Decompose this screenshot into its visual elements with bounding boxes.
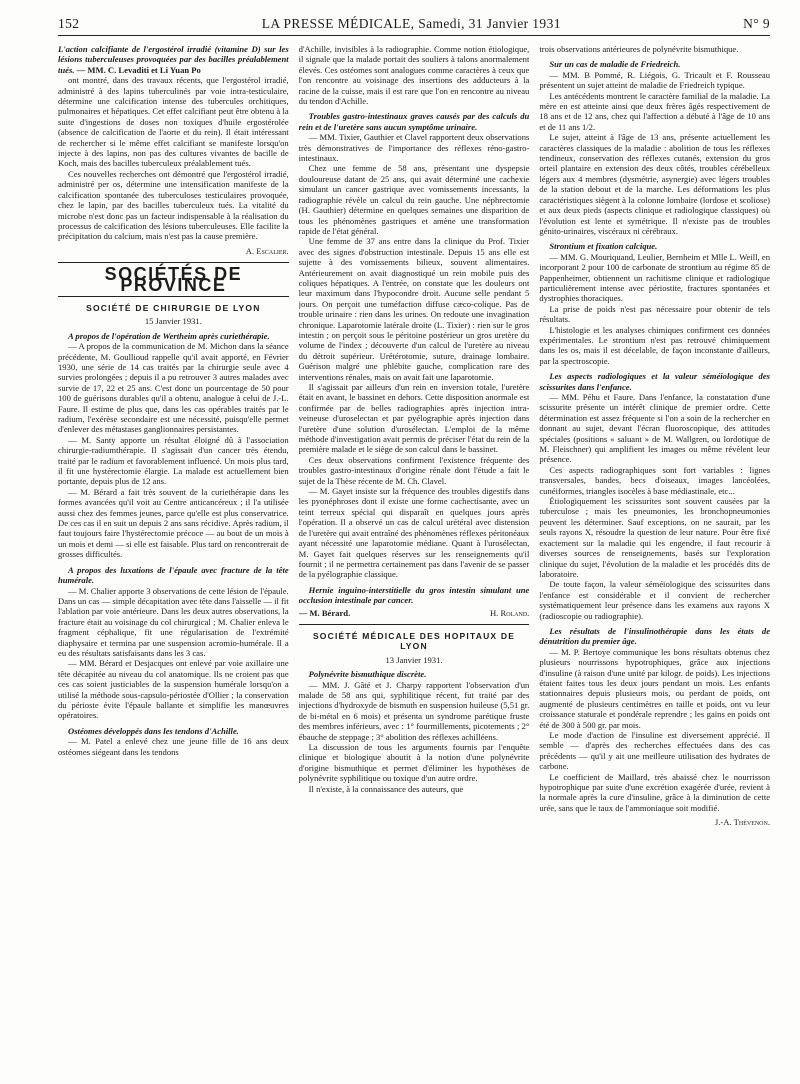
article-paragraph: Une femme de 37 ans entre dans la clinique du Prof. Tixier avec des signes d'obstruction intestinale. Depuis 15 ans elle est sujette à des vomissements bilieux, souvent alimentaires. Antérieurement on avait diagnostiqué un rein mobile puis des coliques hépatiques. A l'entrée, on constate que les douleurs ont leur maximum dans l'hypocondre droit. Aucune selle pendant 5 jours. On perçoit une tuméfaction diffuse cæco-colique. Pas de trouble urinaire : rien dans les urines. On redoute une invagination chronique. Laparotomie latérale droite (L. Tixier) : rien sur le gros intestin ; on perçoit sous le péritoine postérieur un gros uretère du volume de l'index ; découverte d'un calcul de l'uretère au niveau du détroit supérieur. Urétérotomie, suture, drainage lombaire. Guérison malgré une phlébite gauche, complication rare des interventions rénales, mais on avait fait une laparotomie. bbox=[298, 236, 530, 382]
article-paragraph: Chez une femme de 58 ans, présentant une dyspepsie douloureuse datant de 25 ans, qui avait déterminé une cachexie simulant un cancer gastrique avec vomissements incessants, la radiographie révèle un calcul du rein gauche. Une néphrectomie (H. Gauthier) détermine en quelques semaines une disparition de tous les phénomènes gastriques et amène une transformation rapide de l'état général. bbox=[298, 163, 530, 236]
article-paragraph: d'Achille, invisibles à la radiographie. Comme notion étiologique, il signale que la malade portait des souliers à talons anormalement élevés. Ces ostéomes sont analogues comme caractères à ceux que l'on rencontre au voisinage des insertions des adducteurs à la racine de la cuisse, mais il est rare que l'on en rencontre au niveau du tendon d'Achille. bbox=[298, 44, 530, 107]
session-date: 15 Janvier 1931. bbox=[144, 316, 202, 327]
article-paragraph: — M. Chalier apporte 3 observations de cette lésion de l'épaule. Dans un cas — simple décapitation avec tête dans l'aisselle — il fit l'ablation par voie antérieure. Dans les deux autres observations, la fracture était au voisinage du col chirurgical ; M. Chalier enleva le fragment céphalique, fit une régularisation de l'extrémité diaphysaire et termina par une suspension acromio-humérale. Il a eu des résultats satisfaisants dans les 3 cas. bbox=[58, 585, 289, 658]
article-heading: L'action calcifiante de l'ergostérol irradié (vitamine D) sur les lésions tuberculeuses provoquées par des bacilles préalablement tués. — MM. C. Levaditi et Li Yuan Po bbox=[58, 44, 289, 75]
article-heading: Polynévrite bismuthique discrète. bbox=[308, 669, 427, 680]
article-paragraph: Le sujet, atteint à l'âge de 13 ans, présente actuellement les caractères classiques de la maladie : abolition de tous les réflexes tendineux, conservation des réflexes cutanés, extension du gros orteil plantaire en extension des deux côtés, troubles cérébelleux légers aux 4 membres (dysmétrie, asynergie) avec légers troubles de la station debout et de la marche. Les déformations les plus caractéristiques siègent à la colonne lombaire (lordose et scoliose) et aux deux pieds (aspects clinique et radiologique classiques) où l'évolution est lente et symétrique. Il n'existe pas de troubles génito-urinaires, viscéraux ni cérébraux. bbox=[539, 132, 771, 236]
article-paragraph: Étiologiquement les scissurites sont souvent causées par la tuberculose ; mais les pneumonies, les bronchopneumonies peuvent les déterminer. Sauf exceptions, on ne saurait, par les seuls rayons X, résoudre la question de leur nature. Pour être fixé exactement sur la maladie qui les engendre, il faut recourir à diverses sources de renseignements, basés sur l'exploration clinique du sujet, l'évolution de la maladie et les procédés dits de laboratoire. bbox=[539, 496, 771, 579]
article-paragraph: Ces nouvelles recherches ont démontré que l'ergostérol irradié, administré per os, détermine une intensification manifeste de la calcification spontanée des tuberculoses testiculaires provoquée, chez le lapin, par des bacilles tuberculeux tués. La vitalité du microbe n'est donc pas un facteur indispensable à la réalisation du processus de calcification des lésions tuberculeuses. Elle facilite la précipitation du calcium, mais n'est pas la cause première. bbox=[58, 168, 289, 242]
article-paragraph: — MM. B Pommé, R. Liégois, G. Tricault et F. Rousseau présentent un sujet atteint de maladie de Friedreich typique. bbox=[539, 69, 771, 91]
divider bbox=[58, 296, 289, 297]
article-paragraph: ont montré, dans des travaux récents, que l'ergostérol irradié, administré à des lapins tuberculinés par voie intra-testiculaire, détermine une calcification intense des tubercules orchitiques, pulmonaires et hépatiques. Cet effet calcifiant peut être obtenu à la suite d'ingestions de doses non toxiques d'huile ergostérolée (absence de calcification de l'aorte et du rein). Il était intéressant de rechercher si le même effet calcifiant se manifeste lorsqu'on injecte à des lapins, non pas des cultures vivantes de bacille de Koch, mais des bacilles tuberculeux préalablement tués. bbox=[58, 75, 289, 169]
signature: A. Escalier. bbox=[245, 245, 289, 256]
article-heading: A propos des luxations de l'épaule avec fracture de la tête humérale. bbox=[58, 564, 289, 586]
column-2 bbox=[299, 44, 530, 1084]
article-paragraph: Le coefficient de Maillard, très abaissé chez le nourrisson hypotrophique par suite d'une excrétion exagérée d'urée, revient à la normale après la cure d'insuline, grâce à la diminution de cette urée, sans que le taux de l'ammoniaque soit modifié. bbox=[539, 771, 771, 813]
article-paragraph: Il n'existe, à la connaissance des auteurs, que bbox=[308, 783, 464, 794]
article-heading: Ostéomes développés dans les tendons d'Achille. bbox=[68, 725, 239, 736]
article-heading: Troubles gastro-intestinaux graves causés par des calculs du rein et de l'uretère sans aucun symptôme urinaire. bbox=[298, 111, 530, 132]
divider bbox=[299, 624, 530, 625]
article-heading: Les aspects radiologiques et la valeur séméiologique des scissurites dans l'enfance. bbox=[539, 371, 771, 392]
article-heading: A propos de l'opération de Wertheim après curiethérapie. bbox=[68, 330, 270, 341]
issue-number: N° 9 bbox=[743, 16, 770, 31]
article-paragraph: Le mode d'action de l'insuline est diversement apprécié. Il semble — d'après des recherches effectuées dans des cas précédents — qu'il y ait une meilleure utilisation des hydrates de carbone. bbox=[539, 730, 771, 772]
article-paragraph: — M. Gayet insiste sur la fréquence des troubles digestifs dans les pyonéphroses dont il existe une forme cachectisante, avec un teint terreux spécial qui disparaît en quelques jours après l'opération. Il a observé un cas de calcul urétéral avec distension de l'uretère qui avait entraîné des phénomènes réflexes péritonéaux ayant nécessité une laparotomie médiane. Quant à l'urosélectan, M. Gayet fait quelques réserves sur les renseignements qu'il fournit ; il ne permettra certainement pas dans l'avenir de se passer de la pyélographie classique. bbox=[298, 486, 530, 580]
signature: H. Roland. bbox=[489, 607, 530, 618]
article-paragraph: — MM. Tixier, Gauthier et Clavel rapportent deux observations très démonstratives de l'importance des réflexes réno-gastro-intestinaux. bbox=[298, 132, 530, 164]
society-name: SOCIÉTÉ MÉDICALE DES HOPITAUX DE LYON bbox=[312, 630, 516, 652]
article-paragraph: Les antécédents montrent le caractère familial de la maladie. La mère en est atteinte ainsi que deux frères âgés respectivement de 18 ans et de 12 ans, chez qui l'affection a débuté à l'âge de 10 ans et de 11 ans 1/2. bbox=[539, 90, 771, 132]
column-3 bbox=[539, 44, 770, 1084]
article-heading: Strontium et fixation calcique. bbox=[549, 241, 658, 252]
article-paragraph: — M. Patel a enlevé chez une jeune fille de 16 ans deux ostéomes siégeant dans les tendons bbox=[58, 736, 289, 757]
article-paragraph: Ces aspects radiographiques sont fort variables : lignes transversales, bandes, becs d'oiseaux, images lancéolées, cunéiformes, triangles isocèles à base médiastinale, etc... bbox=[539, 464, 771, 496]
article-paragraph: La discussion de tous les arguments fournis par l'enquête clinique et biologique aboutit à la notion d'une polynévrite d'origine bismuthique et permet d'éliminer les hypothèses de polynévrite syphilitique ou toxique d'un autre ordre. bbox=[298, 742, 530, 784]
article-paragraph: Ces deux observations confirment l'existence fréquente des troubles gastro-intestinaux d'origine rénale dont l'étude a fait le sujet de la Thèse récente de M. Ch. Clavel. bbox=[298, 454, 530, 486]
page-number: 152 bbox=[58, 16, 80, 31]
signature-row bbox=[299, 608, 530, 618]
article-paragraph: — MM. Bérard et Desjacques ont enlevé par voie axillaire une tête décapitée au niveau du col anatomique. Ils ne croient pas que ces cas soient justiciables de la suspension humérale lorsqu'on a utilisé la méthode sous-capsulo-périostée d'Ollier ; la conservation du périoste évite l'épaule ballante et simplifie les manœuvres opératoires. bbox=[58, 658, 289, 721]
article-paragraph: L'histologie et les analyses chimiques confirment ces données expérimentales. Le strontium n'est pas retrouvé chimiquement dans les os, mais il est décelable, de façon inconstante d'ailleurs, par la spectroscopie. bbox=[539, 324, 771, 366]
article-paragraph: — A propos de la communication de M. Michon dans la séance précédente, M. Goullioud rappelle qu'il avait apporté, en Février 1930, une série de 14 cas traités par la chirurgie seule avec 4 survies prolongées ; depuis il a pu retrouver 3 autres malades avec survie de 17, 22 et 25 ans. C'est donc un pourcentage de 50 pour 100 de guérisons durables qu'il a obtenu, analogue à celui de J.-L. Faure. Il estime de plus que, dans les cas opérables traités par le radium, l'exérèse secondaire est une nécessité, puisqu'elle permet d'enlever des métastases ganglionnaires persistantes. bbox=[58, 341, 289, 435]
divider bbox=[58, 262, 289, 263]
society-name: SOCIÉTÉ DE CHIRURGIE DE LYON bbox=[86, 302, 261, 313]
article-heading: Les résultats de l'insulinothérapie dans les états de dénutrition du premier âge. bbox=[539, 625, 771, 647]
columns bbox=[58, 44, 770, 1084]
article-heading: Sur un cas de maladie de Friedreich. bbox=[549, 59, 681, 70]
masthead-title: LA PRESSE MÉDICALE, Samedi, 31 Janvier 1931 bbox=[261, 16, 561, 31]
session-date: 13 Janvier 1931. bbox=[385, 654, 443, 665]
article-paragraph: La prise de poids n'est pas nécessaire pour obtenir de tels résultats. bbox=[539, 303, 771, 325]
signature: J.-A. Thévenon. bbox=[714, 817, 771, 828]
article-paragraph: De toute façon, la valeur séméiologique des scissurites dans l'enfance est considérable et il convient de rechercher systématiquement leur présence dans les examens aux rayons X (radioscopie ou radiographie). bbox=[539, 579, 771, 621]
article-paragraph: — M. P. Bertoye communique les bons résultats obtenus chez plusieurs nourrissons hypotrophiques, grâce aux injections d'insuline (à raison d'une unité par kilogr. de poids). Les injections étaient faites tous les deux jours pendant un mois. Les enfants stationnaires depuis plusieurs mois, ou perdant de poids, ont augmenté de plusieurs centimètres en taille et poids, ont vu leur croissance staturale et pondérale reprendre ; les gains en poids ont été de 300 à 500 gr. par mois. bbox=[539, 646, 771, 730]
article-paragraph: — MM. Péhu et Faure. Dans l'enfance, la constatation d'une scissurite présente un intérêt clinique de premier ordre. Cette détermination est assez fréquente si l'on a soin de la rechercher en donnant au sujet, devant l'écran fluoroscopique, des attitudes spéciales (positions « saluant » de M. Wallgren, ou lordotique de M. Fleischner) qui amplifient les images ou même révèlent leur présence. bbox=[539, 392, 771, 465]
article-paragraph: — M. Bérard a fait très souvent de la curiethérapie dans les formes avancées qu'il voit au Centre anticancéreux ; il l'a utilisée aussi chez des femmes jeunes, parce qu'elle est plus conservatrice. De ces cas il en suit un depuis 2 ans sans récidive. Après radium, il faut toujours faire l'hystérectomie précoce — au bout de un mois à un mois et demi — si elle est faisable. Plus tard on rencontrerait de grosses difficultés. bbox=[58, 486, 289, 560]
masthead bbox=[58, 16, 770, 36]
section-title: SOCIÉTÉS DE PROVINCE bbox=[104, 264, 243, 295]
column-1 bbox=[58, 44, 289, 1084]
article-paragraph: — MM. G. Mouriquand, Leulier, Bernheim et Mlle L. Weill, en incorporant 2 pour 100 de carbonate de strontium au régime 85 de Pappenheimer, obtiennent un rachitisme clinique et radiologique particulièrement intense avec périostite, fractures spontanées et dystrophies thoraciques. bbox=[539, 251, 771, 304]
article-paragraph: — MM. J. Gâté et J. Charpy rapportent l'observation d'un malade de 58 ans qui, syphilitique récent, fut traité par des injections d'hydroxyde de bismuth en suspension huileuse (5,51 gr. de bi-métal en 6 mois) et présenta un syndrome parétique fruste des membres inférieurs, avec : 1° fourmillements, picotements ; 2° ébauche de steppage ; 3° abolition des réflexes achilléens. bbox=[298, 679, 530, 742]
author: — M. Bérard. bbox=[298, 607, 351, 618]
article-paragraph: trois observations antérieures de polynévrite bismuthique. bbox=[539, 44, 739, 54]
article-heading: Hernie inguino-interstitielle du gros intestin simulant une occlusion intestinale par cancer. bbox=[298, 584, 530, 606]
article-paragraph: Il s'agissait par ailleurs d'un rein en inversion totale, l'uretère était en avant, le bassinet en dehors. Cette disposition anormale est confirmée par de belles radiographies après injection intra-veineuse d'uroselectan et par pyélographie après injection dans l'uretère d'une solution d'urosélectan. L'emploi de la même méthode d'investigation avait permis de préciser l'état du rein de la première malade et le siège de son calcul dans le bassinet. bbox=[298, 382, 530, 455]
article-paragraph: — M. Santy apporte un résultat éloigné dû à l'association chirurgie-radiumthérapie. Il s'agissait d'un cancer très étendu, traité par le radium et favorablement influencé. Un mois plus tard, il fit une hystérectomie élargie. La malade est actuellement bien portante, depuis plus de 12 ans. bbox=[58, 434, 289, 487]
